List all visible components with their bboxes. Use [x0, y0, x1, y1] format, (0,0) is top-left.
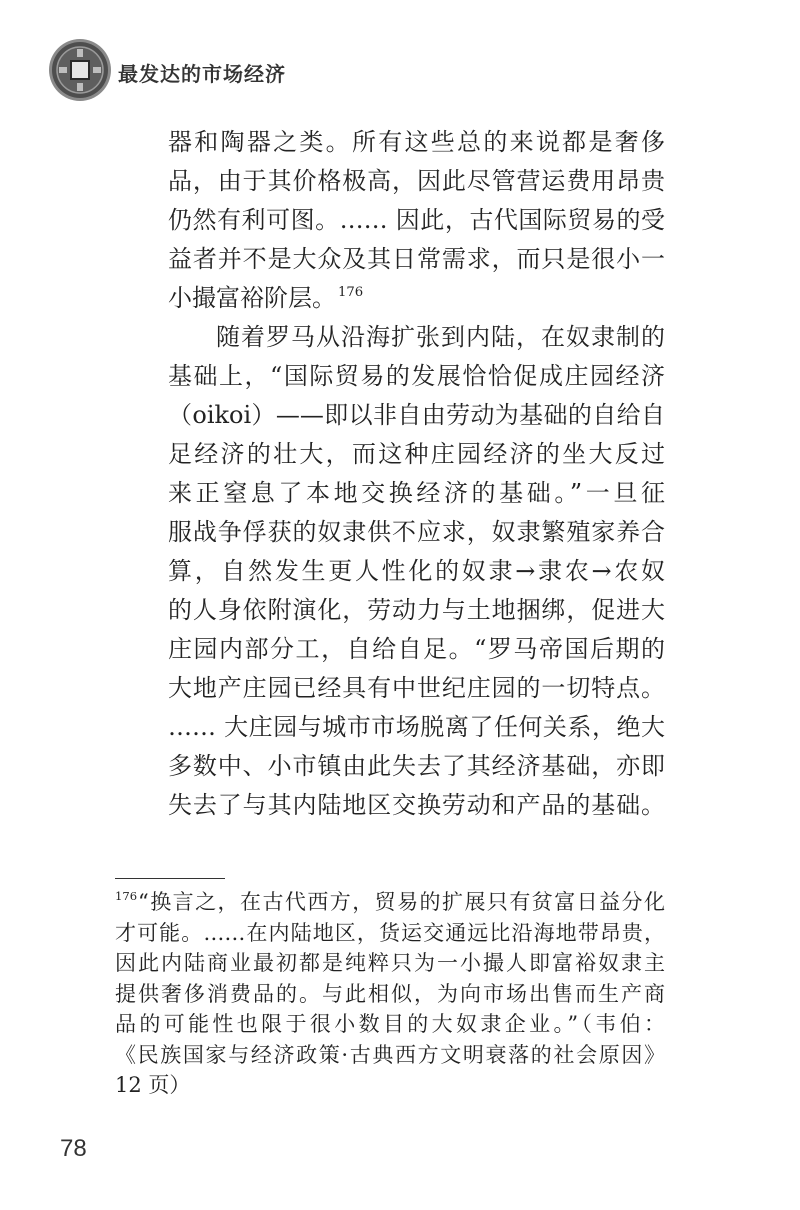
body-line: 品，由于其价格极高，因此尽管营运费用昂贵: [168, 167, 665, 195]
body-line: [168, 279, 665, 318]
footnote-line-text: “换言之，在古代西方，贸易的扩展只有贫富日益分化: [138, 890, 665, 914]
footnote-separator: [115, 878, 225, 879]
body-line: 器和陶器之类。所有这些总的来说都是奢侈: [168, 128, 665, 156]
footnote-line: 品的可能性也限于很小数目的大奴隶企业。”（韦伯：: [115, 1012, 665, 1036]
footnote-reference: 176: [338, 285, 364, 301]
body-line: 益者并不是大众及其日常需求，而只是很小一: [168, 245, 665, 273]
body-line: 足经济的壮大，而这种庄园经济的坐大反过: [168, 440, 665, 468]
body-line: （oikoi）——即以非自由劳动为基础的自给自: [168, 401, 665, 429]
footnote-line: [115, 887, 665, 918]
coin-icon: [48, 38, 112, 102]
body-line: 多数中、小市镇由此失去了其经济基础，亦即: [168, 752, 665, 780]
footnote-line: 12 页）: [115, 1073, 191, 1097]
body-line: 基础上，“国际贸易的发展恰恰促成庄园经济: [168, 362, 665, 390]
footnote: [115, 887, 665, 1101]
footnote-line: 提供奢侈消费品的。与此相似，为向市场出售而生产商: [115, 981, 665, 1006]
running-header-title: 最发达的市场经济: [118, 61, 286, 86]
footnote-line: 才可能。……在内陆地区，货运交通远比沿海地带昂贵，: [115, 920, 665, 945]
body-line: 随着罗马从沿海扩张到内陆，在奴隶制的: [216, 323, 665, 351]
body-line-text: 小撮富裕阶层。: [168, 284, 336, 312]
body-text: [168, 123, 665, 825]
footnote-line: 《民族国家与经济政策·古典西方文明衰落的社会原因》: [115, 1042, 665, 1067]
body-line: 庄园内部分工，自给自足。“罗马帝国后期的: [168, 635, 665, 663]
body-line: 失去了与其内陆地区交换劳动和产品的基础。: [168, 791, 665, 819]
body-line: 的人身依附演化，劳动力与土地捆绑，促进大: [168, 596, 665, 624]
body-line: 算，自然发生更人性化的奴隶→隶农→农奴: [168, 557, 665, 585]
body-line: 来正窒息了本地交换经济的基础。”一旦征: [168, 479, 665, 507]
footnote-line: 因此内陆商业最初都是纯粹只为一小撮人即富裕奴隶主: [115, 951, 665, 975]
body-line: …… 大庄园与城市市场脱离了任何关系，绝大: [168, 713, 665, 741]
body-line: 仍然有利可图。…… 因此，古代国际贸易的受: [168, 206, 665, 234]
body-line: 服战争俘获的奴隶供不应求，奴隶繁殖家养合: [168, 518, 665, 546]
body-line: 大地产庄园已经具有中世纪庄园的一切特点。: [168, 674, 665, 702]
page-number: 78: [60, 1135, 87, 1162]
footnote-number: 176: [115, 889, 138, 904]
running-header: [48, 38, 286, 102]
